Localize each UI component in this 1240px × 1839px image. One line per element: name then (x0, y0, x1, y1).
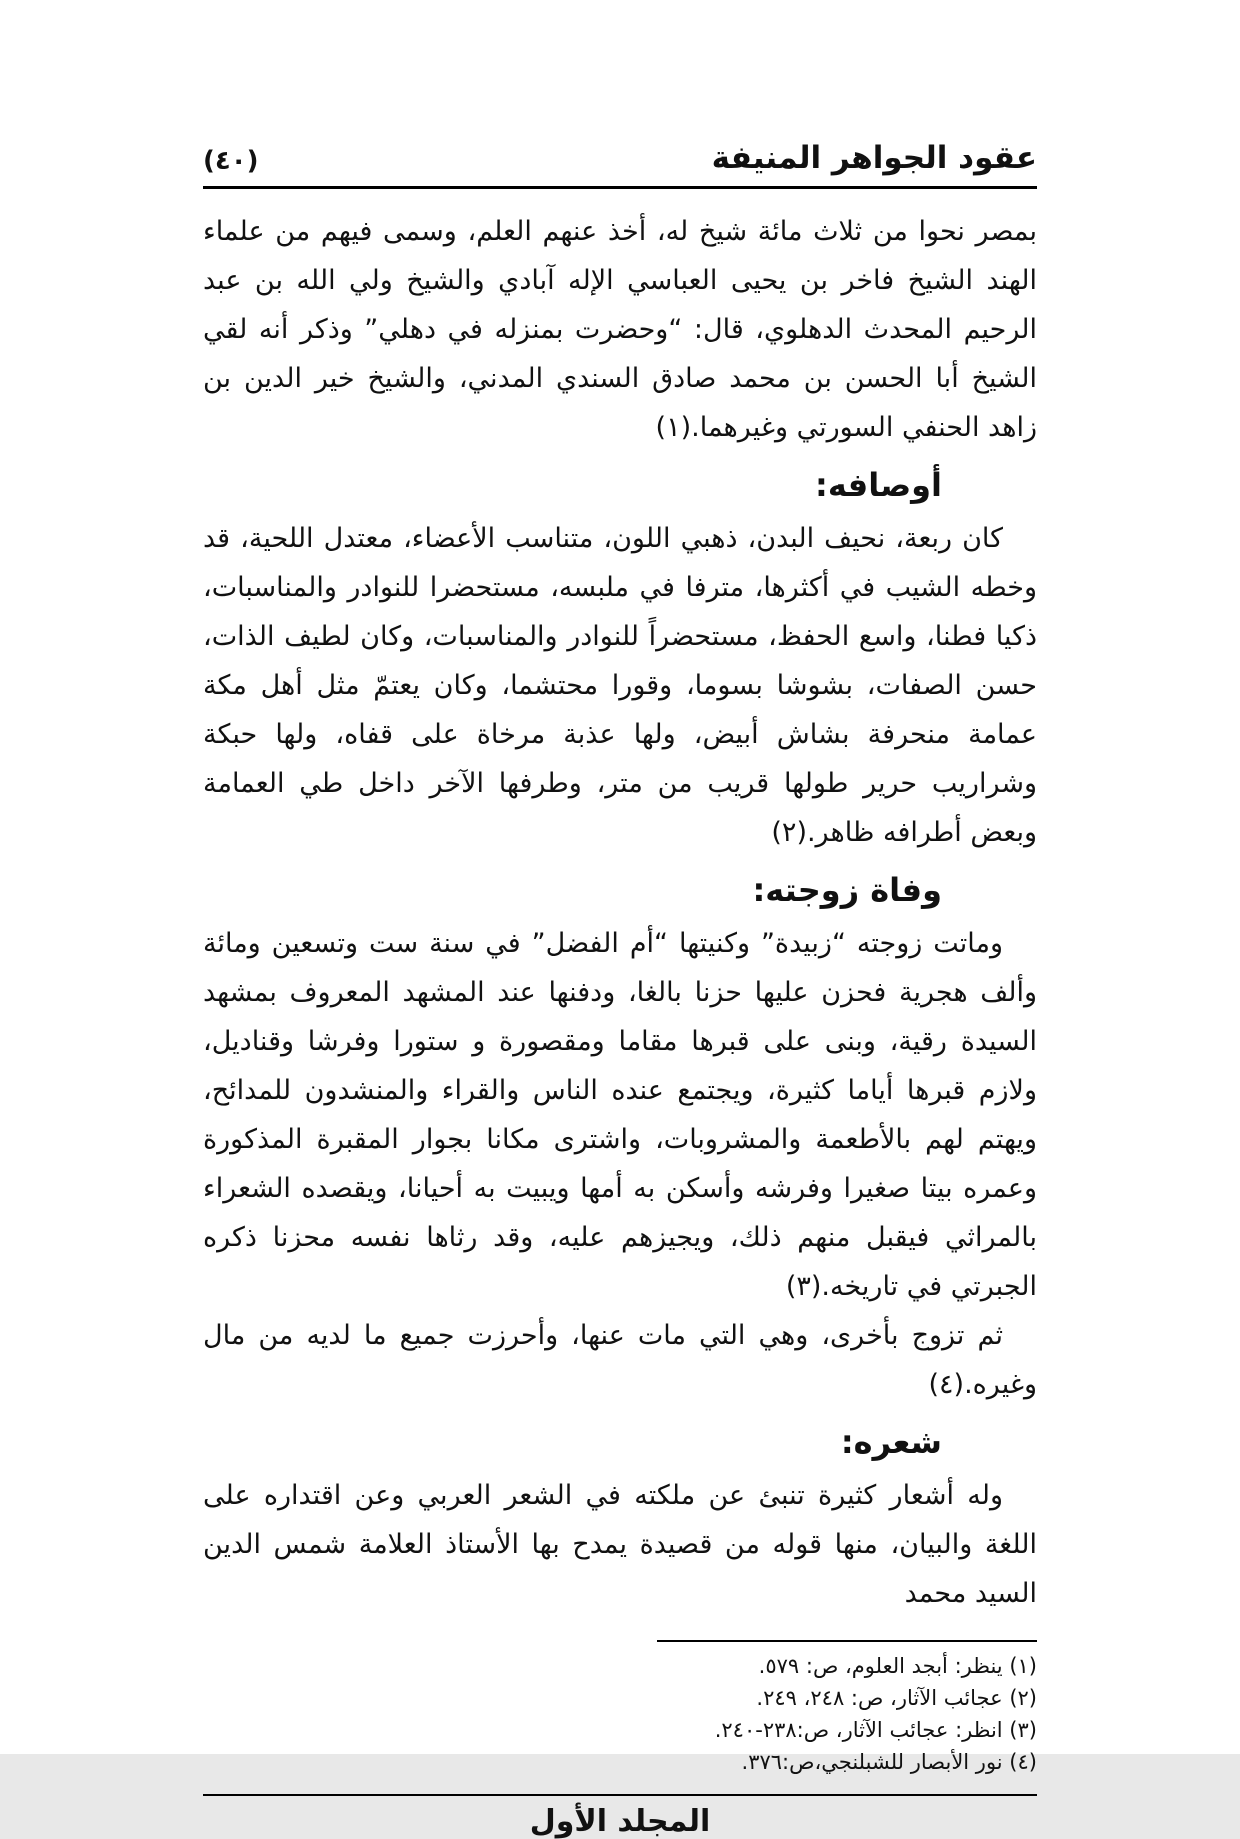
page-number: (٤٠) (203, 146, 259, 176)
section-heading-poetry: شعره: (840, 1423, 942, 1461)
section-heading-wife-death: وفاة زوجته: (752, 871, 942, 909)
page-footer (203, 1794, 1037, 1839)
footnote-2: (٢) عجائب الآثار، ص: ٢٤٨، ٢٤٩. (756, 1686, 1037, 1710)
paragraph-wife-death: وماتت زوجته “زبيدة” وكنيتها “أم الفضل” في سنة ست وتسعين ومائة وألف هجرية فحزن عليها حزنا بالغا، ودفنها عند المشهد المعروف بمشهد السيدة رقية، وبنى على قبرها مقاما ومقصورة و ستورا وفرشا وقناديل، ولازم قبرها أياما كثيرة، ويجتمع عنده الناس والقراء والمنشدون للمدائح، ويهتم لهم بالأطعمة والمشروبات، واشترى مكانا بجوار المقبرة المذكورة وعمره بيتا صغيرا وفرشه وأسكن به أمها ويبيت به أحيانا، ويقصده الشعراء بالمراثي فيقبل منهم ذلك، ويجيزهم عليه، وقد رثاها نفسه محزنا ذكره الجبرتي في تاريخه.(٣) (203, 928, 1037, 1302)
paragraph-poetry: وله أشعار كثيرة تنبئ عن ملكته في الشعر العربي وعن اقتداره على اللغة والبيان، منها قوله من قصيدة يمدح بها الأستاذ العلامة شمس الدين السيد محمد (203, 1480, 1037, 1609)
page-header (203, 140, 1037, 176)
volume-title: المجلد الأول (529, 1804, 711, 1839)
footnote-1: (١) ينظر: أبجد العلوم، ص: ٥٧٩. (758, 1654, 1037, 1678)
footer-rule (203, 1794, 1037, 1796)
header-title: عقود الجواهر المنيفة (711, 140, 1037, 176)
footnotes-section (203, 1640, 1037, 1778)
section-heading-description: أوصافه: (815, 466, 942, 504)
page-body (203, 207, 1037, 1618)
footnote-separator (657, 1640, 1037, 1642)
footnote-4: (٤) نور الأبصار للشبلنجي،ص:٣٧٦. (741, 1750, 1037, 1774)
paragraph-description: كان ربعة، نحيف البدن، ذهبي اللون، متناسب الأعضاء، معتدل اللحية، قد وخطه الشيب في أكثرها، مترفا في ملبسه، مستحضرا للنوادر والمناسبات، ذكيا فطنا، واسع الحفظ، مستحضراً للنوادر والمناسبات، وكان لطيف الذات، حسن الصفات، بشوشا بسوما، وقورا محتشما، وكان يعتمّ مثل أهل مكة عمامة منحرفة بشاش أبيض، ولها عذبة مرخاة على قفاه، ولها حبكة وشراريب حرير طولها قريب من متر، وطرفها الآخر داخل طي العمامة وبعض أطرافه ظاهر.(٢) (203, 523, 1037, 848)
footnote-3: (٣) انظر: عجائب الآثار، ص:٢٣٨-٢٤٠. (714, 1718, 1037, 1742)
header-rule (203, 186, 1037, 189)
paragraph-remarriage: ثم تزوج بأخرى، وهي التي مات عنها، وأحرزت جميع ما لديه من مال وغيره.(٤) (203, 1320, 1037, 1400)
paragraph-biography: بمصر نحوا من ثلاث مائة شيخ له، أخذ عنهم العلم، وسمى فيهم من علماء الهند الشيخ فاخر بن يحيى العباسي الإله آبادي والشيخ ولي الله بن عبد الرحيم المحدث الدهلوي، قال: “وحضرت بمنزله في دهلي” وذكر أنه لقي الشيخ أبا الحسن بن محمد صادق السندي المدني، والشيخ خير الدين بن زاهد الحنفي السورتي وغيرهما.(١) (203, 216, 1037, 443)
